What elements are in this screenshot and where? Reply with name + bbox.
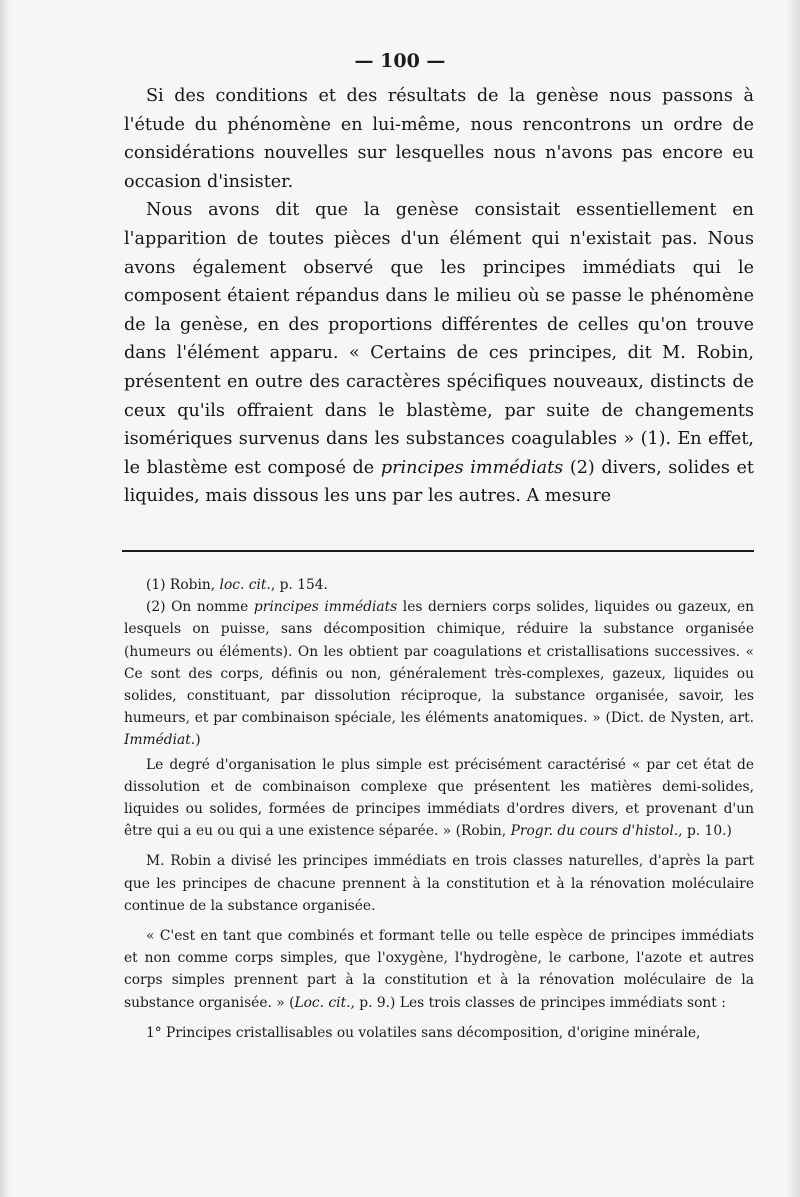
- footnote-2-emphasis: principes immédiats: [253, 599, 398, 616]
- footnote-1-emphasis: loc. cit.: [219, 577, 271, 593]
- footnote-5-emphasis: Loc. cit.: [294, 994, 351, 1011]
- footnote-1: [124, 574, 754, 596]
- footnote-5-text-b: , p. 9.) Les trois classes de principes immédiats sont :: [350, 994, 726, 1011]
- page-left-shadow: [0, 0, 10, 1197]
- main-body-text: [124, 82, 754, 511]
- footnote-1-text-b: , p. 154.: [270, 577, 328, 593]
- paragraph-2-text-b: (2) divers, solides et liquides, mais dissous les uns par les autres. A mesure: [124, 457, 754, 507]
- footnote-6: 1° Principes cristallisables ou volatiles sans décomposition, d'origine minérale,: [146, 1024, 701, 1041]
- footnote-4: M. Robin a divisé les principes immédiats en trois classes naturelles, d'après la part que les principes de chacune prennent à la constitution et à la rénovation moléculaire continue de la substance organisée.: [124, 853, 754, 914]
- footnote-2-emphasis-2: Immédiat.: [124, 732, 196, 749]
- page-number: — 100 —: [354, 50, 446, 72]
- paragraph-2-text-a: Nous avons dit que la genèse consistait essentiellement en l'apparition de toutes pièces d'un élément qui n'existait pas. Nous avons également observé que les principes immédiats qui le composent étaient répandus dans le milieu où se passe le phénomène de la genèse, en des proportions différentes de celles qu'on trouve dans l'élément apparu. « Certains de ces principes, dit M. Robin, présentent en outre des caractères spécifiques nouveaux, distincts de ceux qu'ils offraient dans le blastème, par suite de changements isomériques survenus dans les substances coagulables » (1). En effet, le blastème est composé de: [124, 200, 754, 478]
- footnote-2-text-c: ): [195, 732, 201, 749]
- footnote-2: [124, 596, 754, 751]
- paragraph-2: [124, 196, 754, 511]
- paragraph-2-emphasis: principes immédiats: [380, 457, 564, 478]
- footnote-2-text-a: (2) On nomme: [146, 599, 254, 616]
- footnote-5-text-a: « C'est en tant que combinés et formant telle ou telle espèce de principes immédiats et non comme corps simples, que l'oxygène, l'hydrogène, le carbone, l'azote et autres corps simples prennent part à la constitution et à la rénovation moléculaire de la substance organisée. » (: [124, 928, 754, 1011]
- footnote-3-emphasis: Progr. du cours d'histol.: [510, 823, 679, 840]
- footnotes: [124, 574, 754, 1044]
- page-right-shadow: [786, 0, 800, 1197]
- paragraph-1: Si des conditions et des résultats de la genèse nous passons à l'étude du phénomène en lui-même, nous rencontrons un ordre de considérations nouvelles sur lesquelles nous n'avons pas encore eu occasion d'insister.: [124, 86, 754, 192]
- footnote-3-text-a: Le degré d'organisation le plus simple est précisément caractérisé « par cet état de dissolution et de combinaison complexe que présentent les matières demi-solides, liquides ou solides, formées de principes immédiats d'ordres divers, et provenant d'un être qui a eu ou qui a une existence séparée. » (Robin,: [124, 756, 754, 840]
- footnote-1-text-a: (1) Robin,: [146, 577, 220, 593]
- footnote-2-text-b: les derniers corps solides, liquides ou gazeux, en lesquels on puisse, sans décomposition chimique, réduire la substance organisée (humeurs ou éléments). On les obtient par coagulations et cristallisations successives. « Ce sont des corps, définis ou non, généralement très-complexes, gazeux, liquides ou solides, constituant, par dissolution réciproque, la substance organisée, savoir, les humeurs, et par combinaison spéciale, les éléments anatomiques. » (Dict. de Nysten, art.: [124, 599, 755, 727]
- footnote-5: [124, 925, 754, 1014]
- footnote-3: [124, 754, 754, 843]
- footnote-3-text-b: , p. 10.): [678, 823, 732, 840]
- footnote-separator-rule: [122, 550, 754, 552]
